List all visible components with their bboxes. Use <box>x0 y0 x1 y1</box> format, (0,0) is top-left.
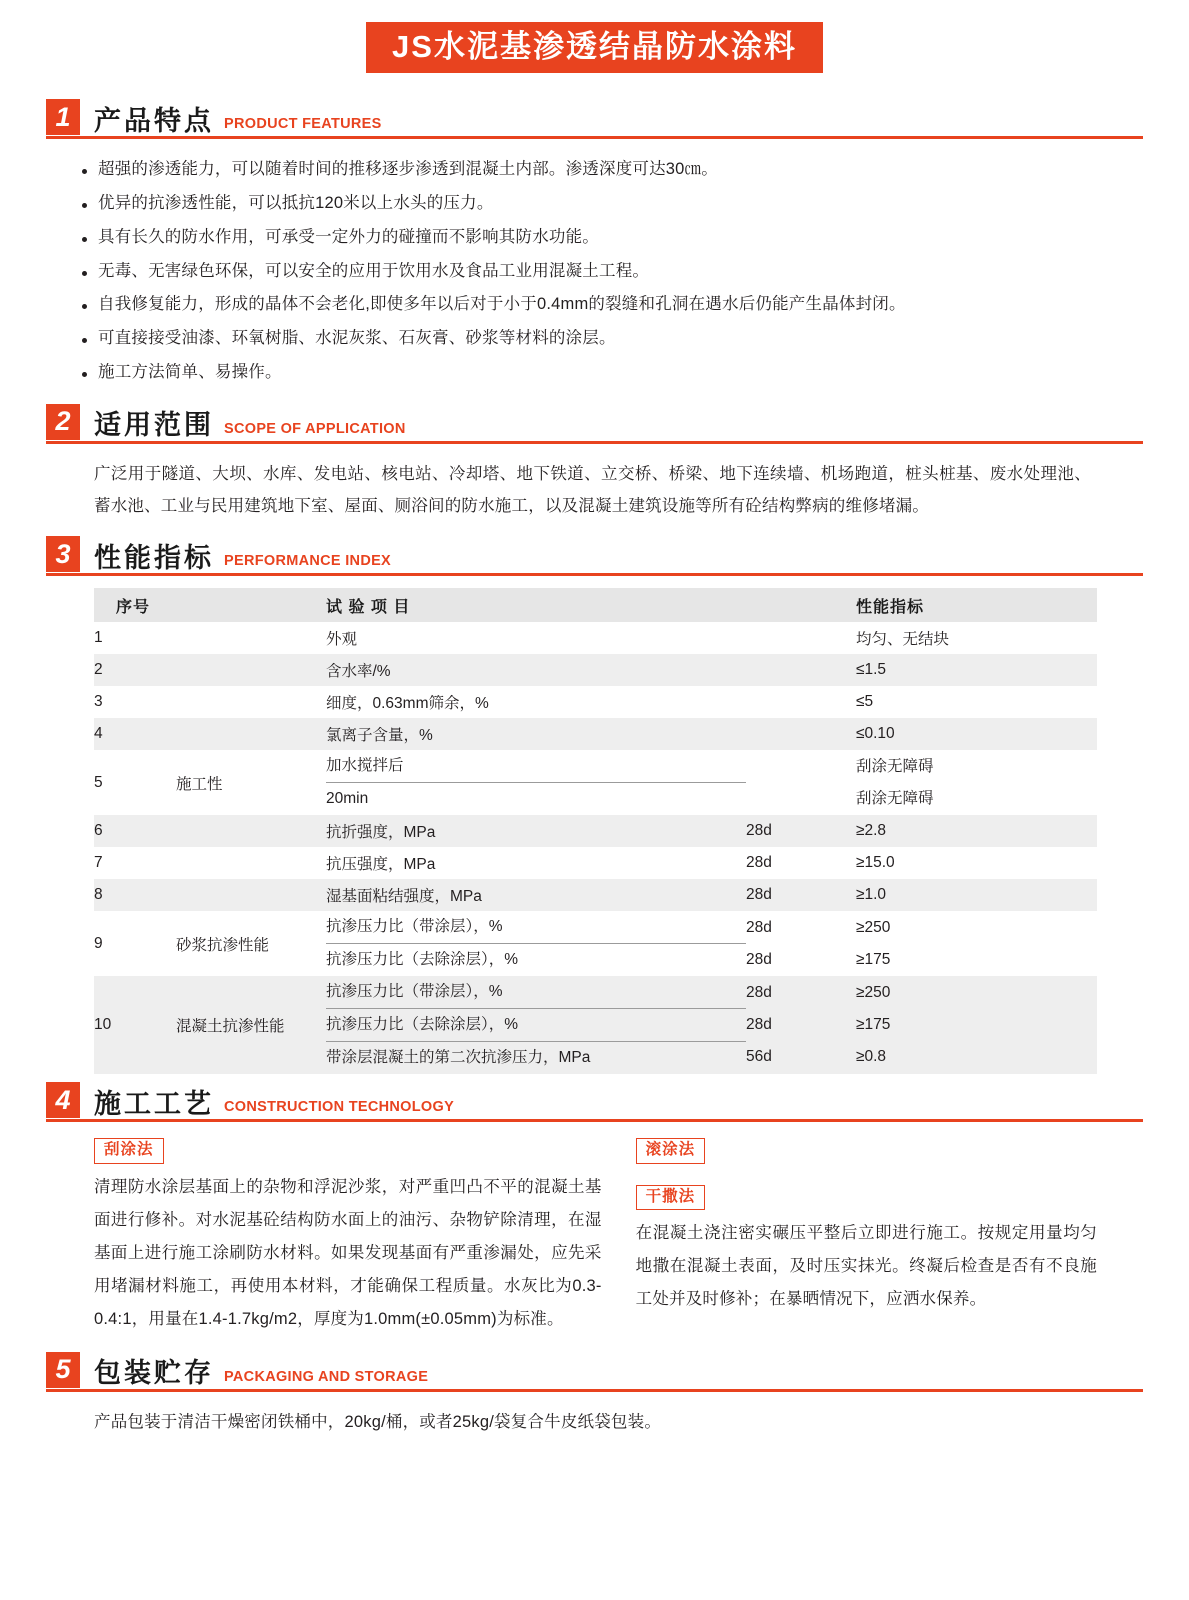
cell-item: 含水率/% <box>326 654 746 686</box>
cell-age-group <box>746 911 856 976</box>
performance-table-wrapper <box>46 584 1143 1078</box>
method-text-scrape: 清理防水涂层基面上的杂物和浮泥沙浆，对严重凹凸不平的混凝土基面进行修补。对水泥基砼结构防水面上的油污、杂物铲除清理，在湿基面上进行施工涂刷防水材料。如果发现基面有严重渗漏处，应先采用堵漏材料施工，再使用本材料，才能确保工程质量。水灰比为0.3-0.4:1，用量在1.4-1.7kg/m2，厚度为1.0mm(±0.05mm)为标准。 <box>94 1177 602 1328</box>
cell-age <box>746 718 856 750</box>
table-body <box>94 622 1097 1074</box>
cell-item: 湿基面粘结强度，MPa <box>326 879 746 911</box>
cell-item: 20min <box>326 790 369 808</box>
cell-category <box>176 718 326 750</box>
cell-value: 刮涂无障碍 <box>856 757 934 775</box>
cell-value: ≥1.0 <box>856 879 1097 911</box>
cell-value-group <box>856 911 1097 976</box>
cell-value: ≤0.10 <box>856 718 1097 750</box>
cell-value: ≥2.8 <box>856 815 1097 847</box>
table-row <box>94 686 1097 718</box>
cell-age <box>746 751 856 783</box>
cell-no: 10 <box>94 976 176 1074</box>
list-item: 超强的渗透能力，可以随着时间的推移逐步渗透到混凝土内部。渗透深度可达30㎝。 <box>98 153 1143 187</box>
col-header-value: 性能指标 <box>856 588 1097 622</box>
table-row <box>94 654 1097 686</box>
table-row <box>94 976 1097 1074</box>
section-performance-index <box>46 536 1143 1078</box>
section-scope-of-application <box>46 404 1143 532</box>
cell-age-group <box>746 976 856 1074</box>
page-title: JS水泥基渗透结晶防水涂料 <box>366 22 823 73</box>
cell-no: 5 <box>94 750 176 815</box>
packaging-paragraph: 产品包装于清洁干燥密闭铁桶中，20kg/桶，或者25kg/袋复合牛皮纸袋包装。 <box>94 1412 662 1431</box>
document-title-banner <box>46 22 1143 73</box>
section-title-en: PRODUCT FEATURES <box>224 116 382 133</box>
list-item: 施工方法简单、易操作。 <box>98 356 1143 390</box>
cell-item: 外观 <box>326 622 746 654</box>
cell-age <box>746 622 856 654</box>
col-header-age <box>746 588 856 622</box>
section-number: 2 <box>46 404 80 440</box>
cell-item: 抗渗压力比（去除涂层），% <box>326 1009 746 1042</box>
spacer <box>636 1171 1097 1185</box>
cell-age: 28d <box>746 815 856 847</box>
cell-value: 刮涂无障碍 <box>856 789 934 807</box>
table-row <box>94 815 1097 847</box>
cell-age: 28d <box>746 950 772 968</box>
col-header-item: 试 验 项 目 <box>326 588 746 622</box>
cell-item: 带涂层混凝土的第二次抗渗压力，MPa <box>326 1049 591 1067</box>
cell-age: 28d <box>746 918 772 936</box>
cell-item: 抗渗压力比（带涂层），% <box>326 911 746 944</box>
cell-age: 28d <box>746 847 856 879</box>
table-row <box>94 847 1097 879</box>
feature-list <box>46 147 1143 390</box>
section-number: 4 <box>46 1082 80 1118</box>
scope-paragraph: 广泛用于隧道、大坝、水库、发电站、核电站、冷却塔、地下铁道、立交桥、桥梁、地下连续墙、机场跑道，桩头桩基、废水处理池、蓄水池、工业与民用建筑地下室、屋面、厕浴间的防水施工，以及混凝土建筑设施等所有砼结构弊病的维修堵漏。 <box>94 464 1091 515</box>
cell-age <box>746 783 856 815</box>
cell-no: 4 <box>94 718 176 750</box>
table-header-row <box>94 588 1097 622</box>
section-construction-technology <box>46 1082 1143 1348</box>
cell-value: ≥250 <box>856 984 891 1002</box>
section-header <box>46 1082 1143 1122</box>
method-tag-roll: 滚涂法 <box>636 1138 706 1164</box>
list-item: 优异的抗渗透性能，可以抵抗120米以上水头的压力。 <box>98 187 1143 221</box>
cell-value: ≥15.0 <box>856 847 1097 879</box>
cell-age <box>746 654 856 686</box>
cell-item: 氯离子含量，% <box>326 718 746 750</box>
cell-item-group <box>326 750 746 815</box>
section-title-en: SCOPE OF APPLICATION <box>224 420 406 437</box>
cell-no: 1 <box>94 622 176 654</box>
cell-age: 28d <box>746 984 772 1002</box>
cell-category <box>176 815 326 847</box>
table-row <box>94 718 1097 750</box>
cell-no: 6 <box>94 815 176 847</box>
cell-category: 混凝土抗渗性能 <box>176 976 326 1074</box>
section-title-cn: 施工工艺 <box>94 1088 214 1119</box>
section-number: 5 <box>46 1352 80 1388</box>
cell-value-group <box>856 976 1097 1074</box>
section-header <box>46 1352 1143 1392</box>
section-title-cn: 性能指标 <box>94 542 214 573</box>
list-item: 具有长久的防水作用，可承受一定外力的碰撞而不影响其防水功能。 <box>98 221 1143 255</box>
cell-value: ≥250 <box>856 918 891 936</box>
cell-no: 8 <box>94 879 176 911</box>
cell-category <box>176 879 326 911</box>
cell-category: 砂浆抗渗性能 <box>176 911 326 976</box>
section-title-en: PACKAGING AND STORAGE <box>224 1368 429 1385</box>
cell-category <box>176 847 326 879</box>
cell-item: 加水搅拌后 <box>326 750 746 783</box>
cell-age: 28d <box>746 1016 772 1034</box>
table-row <box>94 879 1097 911</box>
cell-item: 抗压强度，MPa <box>326 847 746 879</box>
cell-age-group <box>746 750 856 815</box>
cell-value: 均匀、无结块 <box>856 622 1097 654</box>
cell-item: 抗渗压力比（带涂层），% <box>326 976 746 1009</box>
cell-value: ≤5 <box>856 686 1097 718</box>
section-product-features <box>46 99 1143 390</box>
method-tag-dry: 干撒法 <box>636 1185 706 1211</box>
cell-value: ≥175 <box>856 1016 891 1034</box>
construction-columns <box>46 1130 1143 1348</box>
cell-age: 56d <box>746 1048 772 1066</box>
cell-category <box>176 622 326 654</box>
section-header <box>46 536 1143 576</box>
col-header-no: 序号 <box>94 588 176 622</box>
cell-no: 2 <box>94 654 176 686</box>
list-item: 可直接接受油漆、环氧树脂、水泥灰浆、石灰膏、砂浆等材料的涂层。 <box>98 322 1143 356</box>
cell-value: ≥0.8 <box>856 1048 887 1066</box>
cell-item: 细度，0.63mm筛余，% <box>326 686 746 718</box>
cell-category <box>176 686 326 718</box>
cell-value: ≥175 <box>856 950 891 968</box>
section-header <box>46 404 1143 444</box>
section-number: 1 <box>46 99 80 135</box>
section-header <box>46 99 1143 139</box>
performance-table <box>94 588 1097 1074</box>
section-title-cn: 产品特点 <box>94 105 214 136</box>
cell-no: 7 <box>94 847 176 879</box>
cell-value-group <box>856 750 1097 815</box>
cell-no: 9 <box>94 911 176 976</box>
cell-category: 施工性 <box>176 750 326 815</box>
section-title-cn: 适用范围 <box>94 410 214 441</box>
method-tag-scrape: 刮涂法 <box>94 1138 164 1164</box>
cell-age <box>746 686 856 718</box>
cell-item: 抗折强度，MPa <box>326 815 746 847</box>
cell-no: 3 <box>94 686 176 718</box>
section-title-cn: 包装贮存 <box>94 1358 214 1389</box>
section-number: 3 <box>46 536 80 572</box>
construction-column-right <box>636 1138 1097 1336</box>
cell-value: ≤1.5 <box>856 654 1097 686</box>
table-row <box>94 911 1097 976</box>
list-item: 无毒、无害绿色环保，可以安全的应用于饮用水及食品工业用混凝土工程。 <box>98 255 1143 289</box>
construction-column-left <box>94 1138 602 1336</box>
cell-item: 抗渗压力比（去除涂层），% <box>326 951 519 969</box>
table-row <box>94 750 1097 815</box>
cell-item-group <box>326 911 746 976</box>
table-row <box>94 622 1097 654</box>
cell-category <box>176 654 326 686</box>
section-title-en: PERFORMANCE INDEX <box>224 553 392 570</box>
method-text-dry: 在混凝土浇注密实碾压平整后立即进行施工。按规定用量均匀地撒在混凝土表面，及时压实抹光。终凝后检查是否有不良施工处并及时修补；在暴晒情况下，应洒水保养。 <box>635 1224 1097 1309</box>
section-title-en: CONSTRUCTION TECHNOLOGY <box>224 1099 455 1116</box>
col-header-category <box>176 588 326 622</box>
list-item: 自我修复能力，形成的晶体不会老化,即使多年以后对于小于0.4mm的裂缝和孔洞在遇水后仍能产生晶体封闭。 <box>98 288 1143 322</box>
cell-age: 28d <box>746 879 856 911</box>
section-packaging-and-storage <box>46 1352 1143 1442</box>
cell-item-group <box>326 976 746 1074</box>
